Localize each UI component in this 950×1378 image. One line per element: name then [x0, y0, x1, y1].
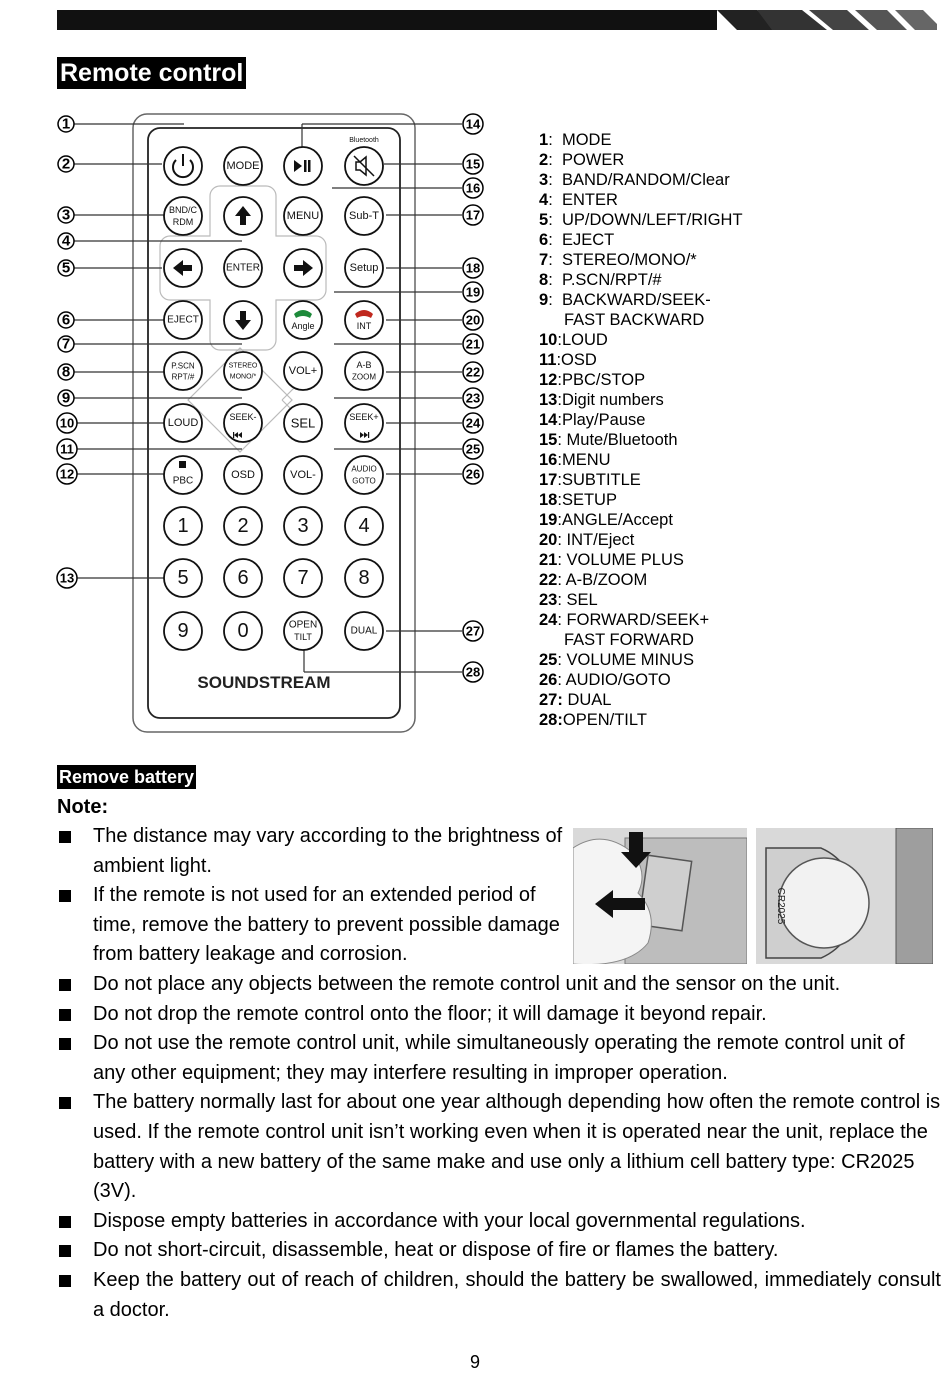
- battery-removal-illustration-2: [756, 828, 933, 964]
- legend-number: 21: [539, 551, 558, 569]
- legend-item: 13:Digit numbers: [539, 391, 664, 409]
- key-audio-2: GOTO: [352, 476, 376, 486]
- legend-number: 5: [539, 211, 549, 229]
- legend-text: VOLUME MINUS: [566, 651, 694, 669]
- callout-15: 15: [465, 156, 481, 172]
- legend-item: 1: MODE: [539, 131, 612, 149]
- legend-item: 19:ANGLE/Accept: [539, 511, 673, 529]
- callout-8: 8: [61, 363, 71, 381]
- key-seek-plus: SEEK+: [349, 412, 379, 422]
- legend-text: UP/DOWN/LEFT/RIGHT: [561, 211, 743, 229]
- legend-number: 9: [539, 291, 549, 309]
- legend-text: A-B/ZOOM: [565, 571, 648, 589]
- key-digit-7: 7: [297, 567, 309, 589]
- callout-17: 17: [465, 207, 481, 223]
- key-digit-9: 9: [177, 620, 189, 642]
- legend-number: 11: [539, 351, 557, 369]
- bullet-square-icon: [59, 831, 71, 843]
- key-menu: MENU: [286, 210, 320, 222]
- legend-text: BACKWARD/SEEK-: [561, 291, 711, 309]
- legend-item: 5: UP/DOWN/LEFT/RIGHT: [539, 211, 743, 229]
- legend-text: PBC/STOP: [561, 371, 646, 389]
- legend-text: BAND/RANDOM/Clear: [561, 171, 730, 189]
- bullet-square-icon: [59, 1216, 71, 1228]
- key-ab-1: A-B: [356, 360, 372, 370]
- key-band-2: RDM: [172, 217, 194, 227]
- stop-icon: [179, 461, 186, 468]
- bluetooth-label: Bluetooth: [349, 137, 379, 144]
- legend-item: 15: Mute/Bluetooth: [539, 431, 678, 449]
- legend-text: LOUD: [561, 331, 608, 349]
- key-int: INT: [356, 321, 372, 331]
- legend-number: 10: [539, 331, 558, 349]
- legend-number: 8: [539, 271, 549, 289]
- legend-item: 7: STEREO/MONO/*: [539, 251, 697, 269]
- legend-text: DUAL: [567, 691, 612, 709]
- battery-label: CR2025: [775, 887, 786, 925]
- legend-text: Mute/Bluetooth: [566, 431, 678, 449]
- key-enter: ENTER: [226, 262, 260, 274]
- callout-16: 16: [465, 180, 481, 196]
- key-seek-minus: SEEK-: [229, 412, 257, 422]
- key-setup: Setup: [349, 262, 379, 274]
- legend-number: 15: [539, 431, 558, 449]
- legend-item: 26: AUDIO/GOTO: [539, 671, 671, 689]
- list-item: Do not drop the remote control onto the floor; it will damage it beyond repair.: [57, 1000, 941, 1030]
- key-legend: [539, 130, 839, 730]
- legend-number: 24: [539, 611, 558, 629]
- legend-item: 9: BACKWARD/SEEK- FAST BACKWARD: [539, 290, 839, 330]
- legend-item: 8: P.SCN/RPT/#: [539, 271, 662, 289]
- bullet-square-icon: [59, 979, 71, 991]
- legend-item: 16:MENU: [539, 451, 611, 469]
- legend-number: 4: [539, 191, 549, 209]
- legend-text-continued: FAST BACKWARD: [564, 311, 705, 329]
- key-stereo-2: MONO/*: [229, 373, 257, 381]
- key-dual: DUAL: [350, 625, 378, 637]
- legend-text: MENU: [561, 451, 611, 469]
- legend-text: SUBTITLE: [561, 471, 641, 489]
- key-vol-plus: VOL+: [288, 365, 318, 377]
- legend-item: [539, 690, 839, 710]
- legend-number: 19: [539, 511, 558, 529]
- list-item: Do not short-circuit, disassemble, heat or dispose of fire or flames the battery.: [57, 1236, 941, 1266]
- key-loud: LOUD: [167, 417, 199, 429]
- legend-item: 21: VOLUME PLUS: [539, 551, 684, 569]
- legend-text: ENTER: [561, 191, 618, 209]
- key-pbc: PBC: [172, 475, 194, 487]
- bullet-square-icon: [59, 1038, 71, 1050]
- legend-number: 25: [539, 651, 558, 669]
- callout-22: 22: [465, 364, 481, 380]
- legend-text: VOLUME PLUS: [566, 551, 684, 569]
- remote-control-diagram: [52, 108, 502, 738]
- key-open-1: OPEN: [288, 619, 318, 631]
- key-mode: MODE: [226, 160, 260, 172]
- bullet-square-icon: [59, 1009, 71, 1021]
- legend-item: [539, 710, 839, 730]
- legend-number: 23: [539, 591, 558, 609]
- key-digit-3: 3: [297, 515, 309, 537]
- legend-item: 23: SEL: [539, 591, 598, 609]
- legend-item: 12:PBC/STOP: [539, 371, 646, 389]
- legend-number: 26: [539, 671, 558, 689]
- legend-text: P.SCN/RPT/#: [561, 271, 662, 289]
- legend-text: STEREO/MONO/*: [561, 251, 697, 269]
- brand-logo: SOUNDSTREAM: [197, 673, 331, 692]
- bullet-square-icon: [59, 890, 71, 902]
- legend-text: Digit numbers: [561, 391, 664, 409]
- key-digit-6: 6: [237, 567, 249, 589]
- legend-text: INT/Eject: [566, 531, 635, 549]
- bullet-square-icon: [59, 1275, 71, 1287]
- key-ab-2: ZOOM: [352, 372, 376, 382]
- key-angle: Angle: [291, 321, 315, 331]
- legend-number: 20: [539, 531, 558, 549]
- legend-number: 6: [539, 231, 549, 249]
- list-item: Dispose empty batteries in accordance with your local governmental regulations.: [57, 1207, 941, 1237]
- legend-text: AUDIO/GOTO: [565, 671, 671, 689]
- callout-18: 18: [465, 260, 481, 276]
- callout-23: 23: [465, 390, 481, 406]
- callout-1: 1: [61, 115, 71, 133]
- legend-number: 7: [539, 251, 549, 269]
- legend-number: 28:: [539, 711, 563, 729]
- page-title: Remote control: [57, 57, 246, 89]
- legend-text: EJECT: [561, 231, 615, 249]
- legend-text: POWER: [561, 151, 625, 169]
- key-sel: SEL: [290, 415, 316, 431]
- legend-item: 14:Play/Pause: [539, 411, 646, 429]
- callout-19: 19: [465, 284, 481, 300]
- page-number: 9: [469, 1352, 480, 1372]
- key-pscn-1: P.SCN: [171, 361, 195, 371]
- key-band-1: BND/C: [168, 205, 198, 215]
- key-digit-4: 4: [358, 515, 370, 537]
- legend-item: 2: POWER: [539, 151, 625, 169]
- key-subt: Sub-T: [349, 210, 379, 222]
- legend-item: 18:SETUP: [539, 491, 617, 509]
- legend-item: 17:SUBTITLE: [539, 471, 641, 489]
- key-digit-0: 0: [237, 620, 249, 642]
- legend-text: OPEN/TILT: [562, 711, 647, 729]
- list-item: Do not use the remote control unit, while simultaneously operating the remote control unit of any other equipment; they may interfere resulting in improper operation.: [57, 1029, 941, 1088]
- list-item: Do not place any objects between the remote control unit and the sensor on the unit.: [57, 970, 941, 1000]
- list-item: Keep the battery out of reach of children, should the battery be swallowed, immediately consult a doctor.: [57, 1266, 941, 1325]
- key-digit-2: 2: [237, 515, 249, 537]
- header-bar: [57, 10, 937, 30]
- key-digit-5: 5: [177, 567, 189, 589]
- legend-text: FORWARD/SEEK+: [566, 611, 710, 629]
- key-pscn-2: RPT/#: [171, 372, 195, 382]
- legend-item: 24: FORWARD/SEEK+ FAST FORWARD: [539, 610, 839, 650]
- key-osd: OSD: [231, 469, 255, 481]
- legend-number: 17: [539, 471, 558, 489]
- legend-item: 22: A-B/ZOOM: [539, 571, 648, 589]
- callout-20: 20: [465, 312, 481, 328]
- bullet-square-icon: [59, 1097, 71, 1109]
- callout-24: 24: [465, 415, 481, 431]
- key-digit-1: 1: [177, 515, 189, 537]
- legend-number: 16: [539, 451, 558, 469]
- legend-item: 3: BAND/RANDOM/Clear: [539, 171, 730, 189]
- legend-text: ANGLE/Accept: [561, 511, 673, 529]
- legend-text: SEL: [566, 591, 598, 609]
- callout-2: 2: [61, 155, 71, 173]
- callout-13: 13: [59, 570, 75, 586]
- callout-27: 27: [465, 623, 481, 639]
- legend-text: OSD: [561, 351, 597, 369]
- key-vol-minus: VOL-: [290, 469, 316, 481]
- note-label: Note:: [57, 796, 109, 818]
- callout-4: 4: [61, 232, 71, 250]
- legend-text: MODE: [561, 131, 612, 149]
- callout-6: 6: [61, 311, 71, 329]
- list-item: If the remote is not used for an extended period of time, remove the battery to prevent possible damage from battery leakage and corrosion.: [57, 881, 563, 970]
- legend-item: 6: EJECT: [539, 231, 615, 249]
- section-heading: Remove battery: [59, 767, 195, 787]
- callout-28: 28: [465, 664, 481, 680]
- callout-9: 9: [61, 389, 71, 407]
- key-audio-1: AUDIO: [351, 464, 377, 474]
- callout-26: 26: [465, 466, 481, 482]
- callout-5: 5: [61, 259, 71, 277]
- battery-removal-illustration-1: [573, 828, 747, 964]
- callout-25: 25: [465, 441, 481, 457]
- callout-21: 21: [465, 336, 481, 352]
- legend-number: 22: [539, 571, 558, 589]
- callout-14: 14: [465, 116, 481, 132]
- key-digit-8: 8: [358, 567, 370, 589]
- legend-item: 4: ENTER: [539, 191, 618, 209]
- list-item: The distance may vary according to the brightness of ambient light.: [57, 822, 563, 881]
- legend-number: 13: [539, 391, 558, 409]
- legend-text: SETUP: [561, 491, 617, 509]
- legend-number: 3: [539, 171, 549, 189]
- callout-3: 3: [61, 206, 71, 224]
- callout-12: 12: [59, 466, 75, 482]
- legend-number: 1: [539, 131, 549, 149]
- legend-number: 14: [539, 411, 558, 429]
- legend-text-continued: FAST FORWARD: [564, 631, 694, 649]
- legend-item: 11:OSD: [539, 351, 597, 369]
- legend-number: 12: [539, 371, 558, 389]
- legend-number: 18: [539, 491, 558, 509]
- legend-item: 20: INT/Eject: [539, 531, 635, 549]
- callout-7: 7: [61, 335, 71, 353]
- key-open-2: TILT: [294, 632, 312, 642]
- key-stereo-1: STEREO: [228, 362, 258, 370]
- callout-11: 11: [60, 441, 74, 457]
- legend-item: 10:LOUD: [539, 331, 608, 349]
- legend-number: 27:: [539, 691, 563, 709]
- bullet-square-icon: [59, 1245, 71, 1257]
- legend-text: Play/Pause: [561, 411, 646, 429]
- legend-number: 2: [539, 151, 549, 169]
- key-eject: EJECT: [167, 314, 199, 326]
- callout-10: 10: [59, 415, 75, 431]
- legend-item: 25: VOLUME MINUS: [539, 651, 694, 669]
- list-item: The battery normally last for about one year although depending how often the remote control is used. If the remote control unit isn’t working even when it is operated near the unit, replace the battery with a new battery of the same make and use only a lithium cell battery type: CR2025 (3V).: [57, 1088, 941, 1206]
